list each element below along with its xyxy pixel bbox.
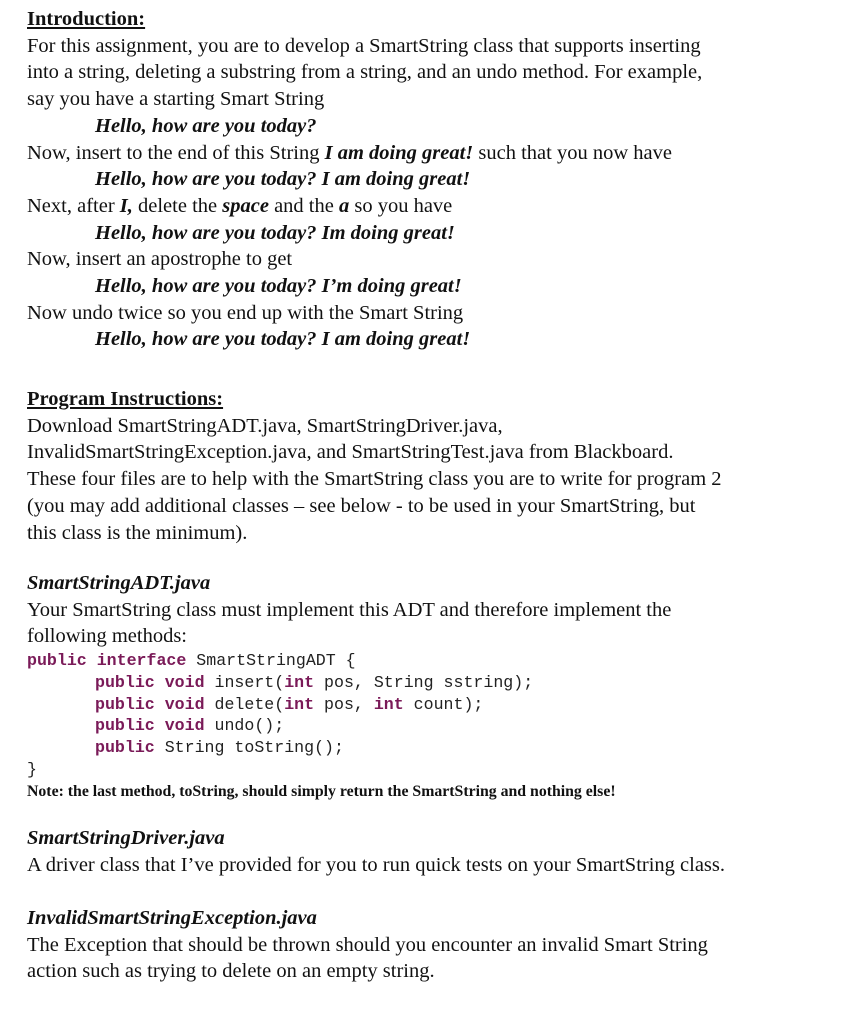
code-keyword: int: [373, 694, 404, 714]
text-run: and the: [268, 194, 339, 217]
code-line-tostring: [27, 737, 857, 759]
adt-heading: SmartStringADT.java: [27, 572, 211, 594]
note-text: Note: the last method, toString, should simply return the SmartString and nothing else!: [27, 783, 616, 800]
emphasis-text: space: [222, 194, 269, 217]
code-keyword: public void: [95, 694, 205, 714]
code-line-interface: [27, 650, 857, 672]
emphasis-text: I am doing great!: [324, 141, 474, 164]
example-string-3: Hello, how are you today? Im doing great!: [95, 221, 455, 244]
text-run: so you have: [349, 194, 453, 217]
code-line-delete: [27, 694, 857, 716]
text-run: Now, insert to the end of this String: [27, 141, 325, 164]
code-text: pos, String sstring);: [314, 672, 534, 692]
text-run: Next, after: [27, 194, 120, 217]
exception-section: [27, 905, 857, 985]
intro-step-undo: Now undo twice so you end up with the Smart String: [27, 301, 464, 324]
driver-section: [27, 825, 857, 878]
example-string-1: Hello, how are you today?: [95, 114, 317, 137]
code-block: [27, 650, 857, 781]
code-keyword: int: [284, 672, 315, 692]
code-text: undo();: [204, 716, 285, 736]
example-string-4: Hello, how are you today? I’m doing great!: [95, 275, 462, 298]
program-text-line: Download SmartStringADT.java, SmartStringDriver.java,: [27, 414, 503, 437]
program-text-line: (you may add additional classes – see below - to be used in your SmartString, but: [27, 494, 696, 517]
code-keyword: int: [284, 694, 315, 714]
emphasis-text: a: [338, 194, 350, 217]
program-text-line: These four files are to help with the SmartString class you are to write for program 2: [27, 468, 722, 491]
emphasis-text: I,: [119, 194, 133, 217]
program-text-line: InvalidSmartStringException.java, and SmartStringTest.java from Blackboard.: [27, 441, 674, 464]
adt-text-line: following methods:: [27, 625, 188, 648]
adt-note: [27, 781, 857, 803]
code-line-undo: [27, 715, 857, 737]
exception-heading: InvalidSmartStringException.java: [27, 907, 317, 929]
intro-step-delete: [27, 193, 857, 220]
exception-text-line: action such as trying to delete on an empty string.: [27, 960, 435, 983]
code-keyword: public void: [95, 672, 205, 692]
text-run: such that you now have: [473, 141, 672, 164]
code-keyword: public void: [95, 716, 205, 736]
example-string-5: Hello, how are you today? I am doing great!: [95, 328, 471, 351]
introduction-heading: Introduction:: [27, 8, 146, 30]
code-text: SmartStringADT {: [186, 651, 356, 670]
intro-step-apostrophe: Now, insert an apostrophe to get: [27, 248, 293, 271]
driver-heading: SmartStringDriver.java: [27, 827, 225, 849]
program-text-line: this class is the minimum).: [27, 521, 248, 544]
exception-text-line: The Exception that should be thrown should you encounter an invalid Smart String: [27, 933, 708, 956]
text-run: delete the: [132, 194, 223, 217]
intro-text-line: For this assignment, you are to develop a SmartString class that supports inserting: [27, 34, 701, 57]
code-text: insert(: [204, 672, 285, 692]
intro-text-line: say you have a starting Smart String: [27, 88, 325, 111]
code-keyword: public interface: [27, 651, 187, 670]
example-string-2: Hello, how are you today? I am doing great!: [95, 168, 471, 191]
introduction-section: [27, 6, 857, 353]
code-text: String toString();: [154, 738, 344, 758]
program-instructions-heading: Program Instructions:: [27, 388, 224, 410]
intro-text-line: into a string, deleting a substring from a string, and an undo method. For example,: [27, 61, 703, 84]
code-line-insert: [27, 672, 857, 694]
code-keyword: public: [95, 738, 155, 758]
program-instructions-section: [27, 386, 857, 546]
driver-text-line: A driver class that I’ve provided for you to run quick tests on your SmartString class.: [27, 853, 726, 876]
code-line-close: }: [27, 759, 37, 779]
code-text: pos,: [314, 694, 374, 714]
adt-text-line: Your SmartString class must implement this ADT and therefore implement the: [27, 598, 672, 621]
code-text: delete(: [204, 694, 285, 714]
intro-step-insert: [27, 140, 857, 167]
adt-section: [27, 570, 857, 650]
code-text: count);: [403, 694, 484, 714]
